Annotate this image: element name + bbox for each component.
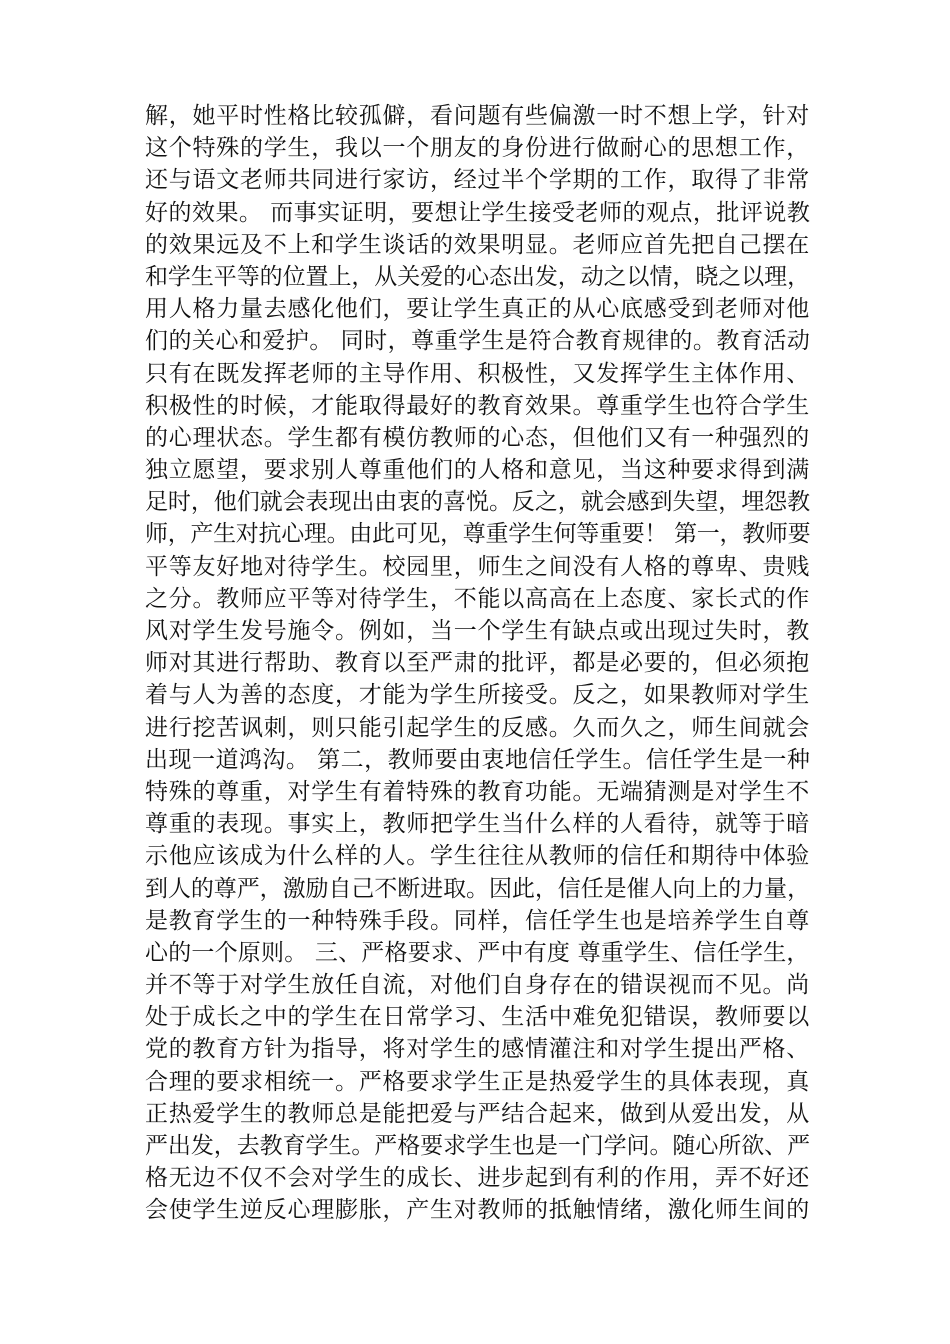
text-line: 用人格力量去感化他们，要让学生真正的从心底感受到老师对他 — [145, 296, 810, 323]
text-line: 好的效果。 而事实证明，要想让学生接受老师的观点，批评说教 — [145, 199, 810, 226]
text-line: 心的一个原则。 三、严格要求、严中有度 尊重学生、信任学生， — [145, 939, 810, 966]
text-line: 的效果远及不上和学生谈话的效果明显。老师应首先把自己摆在 — [145, 231, 810, 258]
text-line: 和学生平等的位置上，从关爱的心态出发，动之以情，晓之以理， — [145, 263, 810, 290]
text-line: 处于成长之中的学生在日常学习、生活中难免犯错误，教师要以 — [145, 1004, 810, 1031]
text-line: 足时，他们就会表现出由衷的喜悦。反之，就会感到失望，埋怨教 — [145, 489, 810, 516]
text-line: 的心理状态。学生都有模仿教师的心态，但他们又有一种强烈的 — [145, 424, 810, 451]
text-line: 示他应该成为什么样的人。学生往往从教师的信任和期待中体验 — [145, 843, 810, 870]
body-text — [145, 100, 810, 1227]
text-line: 师，产生对抗心理。由此可见，尊重学生何等重要！ 第一，教师要 — [145, 521, 810, 548]
text-line: 正热爱学生的教师总是能把爱与严结合起来，做到从爱出发，从 — [145, 1100, 810, 1127]
text-line: 积极性的时候，才能取得最好的教育效果。尊重学生也符合学生 — [145, 392, 810, 419]
text-line: 是教育学生的一种特殊手段。同样，信任学生也是培养学生自尊 — [145, 907, 810, 934]
text-line: 并不等于对学生放任自流，对他们自身存在的错误视而不见。尚 — [145, 972, 810, 999]
text-line: 独立愿望，要求别人尊重他们的人格和意见，当这种要求得到满 — [145, 457, 810, 484]
text-line: 平等友好地对待学生。校园里，师生之间没有人格的尊卑、贵贱 — [145, 553, 810, 580]
text-line: 师对其进行帮助、教育以至严肃的批评，都是必要的，但必须抱 — [145, 650, 810, 677]
text-line: 只有在既发挥老师的主导作用、积极性，又发挥学生主体作用、 — [145, 360, 810, 387]
text-line: 党的教育方针为指导，将对学生的感情灌注和对学生提出严格、 — [145, 1036, 810, 1063]
text-line: 合理的要求相统一。严格要求学生正是热爱学生的具体表现，真 — [145, 1068, 810, 1095]
text-line: 到人的尊严，激励自己不断进取。因此，信任是催人向上的力量， — [145, 875, 810, 902]
text-line: 出现一道鸿沟。 第二，教师要由衷地信任学生。信任学生是一种 — [145, 746, 810, 773]
text-line: 之分。教师应平等对待学生，不能以高高在上态度、家长式的作 — [145, 585, 810, 612]
text-line: 会使学生逆反心理膨胀，产生对教师的抵触情绪，激化师生间的 — [145, 1197, 810, 1224]
text-line: 们的关心和爱护。 同时，尊重学生是符合教育规律的。教育活动 — [145, 328, 810, 355]
text-line: 还与语文老师共同进行家访，经过半个学期的工作，取得了非常 — [145, 167, 810, 194]
text-line: 进行挖苦讽刺，则只能引起学生的反感。久而久之，师生间就会 — [145, 714, 810, 741]
text-line: 格无边不仅不会对学生的成长、进步起到有利的作用，弄不好还 — [145, 1165, 810, 1192]
text-line: 尊重的表现。事实上，教师把学生当什么样的人看待，就等于暗 — [145, 811, 810, 838]
text-line: 特殊的尊重，对学生有着特殊的教育功能。无端猜测是对学生不 — [145, 778, 810, 805]
text-line: 严出发，去教育学生。严格要求学生也是一门学问。随心所欲、严 — [145, 1133, 810, 1159]
text-line: 这个特殊的学生，我以一个朋友的身份进行做耐心的思想工作， — [145, 135, 810, 162]
text-line: 风对学生发号施令。例如，当一个学生有缺点或出现过失时，教 — [145, 618, 810, 644]
text-line: 解，她平时性格比较孤僻，看问题有些偏激一时不想上学，针对 — [145, 103, 810, 129]
text-line: 着与人为善的态度，才能为学生所接受。反之，如果教师对学生 — [145, 682, 810, 709]
